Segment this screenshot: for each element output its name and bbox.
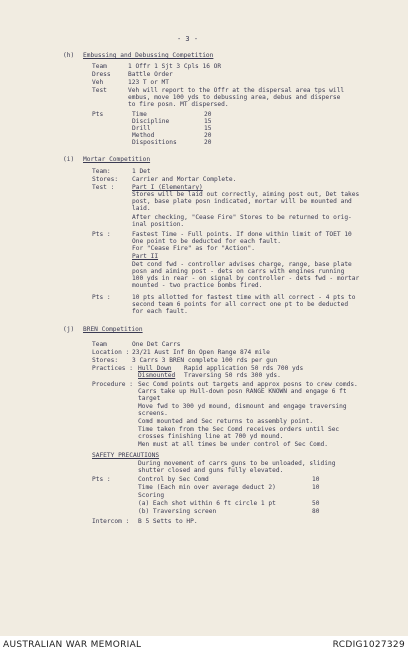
pts2-line: second team 6 points for all correct one pt to be deducted: [132, 301, 349, 308]
part2-line: posn and aiming post - dets on carrs with engines running: [132, 268, 345, 275]
pts-item-value: 10: [312, 476, 320, 483]
points-value: 20: [204, 139, 212, 146]
points-name: Discipline: [132, 118, 170, 125]
part1-line: post, base plate posn indicated, mortar will be mounted and: [132, 198, 352, 205]
section-h-veh-value: 123 T or MT: [128, 79, 169, 86]
footer-catalogue-number: RCDIG1027329: [332, 640, 405, 650]
pts-item-text: Time (Each min over average deduct 2): [138, 484, 276, 491]
pts-item-text: Scoring: [138, 492, 165, 499]
points-value: 15: [204, 118, 212, 125]
section-i-team-label: Team:: [92, 168, 111, 175]
section-j-stores-label: Stores:: [92, 357, 119, 364]
points-name: Method: [132, 132, 155, 139]
section-i-pts2-label: Pts :: [92, 294, 111, 301]
section-j-procedure-label: Procedure :: [92, 381, 133, 388]
pts-item-value: 80: [312, 508, 320, 515]
part1-line: laid.: [132, 205, 151, 212]
section-j-practices-label: Practices :: [92, 365, 133, 372]
section-h-team-value: 1 Offr 1 Sjt 3 Cpls 16 OR: [128, 63, 222, 70]
section-h-marker: (h): [63, 52, 75, 59]
procedure-line: Carrs take up Hull-down posn RANGE KNOWN and engage 6 ft: [138, 388, 347, 395]
pts-item-text: (a) Each shot within 6 ft circle 1 pt: [138, 500, 276, 507]
section-j-team-value: One Det Carrs: [132, 341, 181, 348]
part2-line: Det cond fwd - controller advises charge, range, base plate: [132, 261, 352, 268]
pts1-line: One point to be deducted for each fault.: [132, 238, 282, 245]
section-h-test-label: Test: [92, 87, 107, 94]
section-i-pts1-label: Pts :: [92, 231, 111, 238]
part1-line: Stores will be laid out correctly, aiming post out, Det takes: [132, 191, 360, 198]
practice-mode: Dismounted: [138, 372, 176, 379]
section-j-stores-value: 3 Carrs 3 BREN complete 100 rds per gun: [132, 357, 278, 364]
pts-item-value: 50: [312, 500, 320, 507]
section-j-location-value: 23/21 Aust Inf Bn Open Range 874 mile: [132, 349, 270, 356]
section-h-team-label: Team: [92, 63, 107, 70]
procedure-line: screens.: [138, 410, 168, 417]
pts2-line: for each fault.: [132, 308, 188, 315]
part2-line: mounted - two practice bombs fired.: [132, 282, 263, 289]
part1-line: After checking, "Cease Fire" Stores to be returned to orig-: [132, 214, 352, 221]
points-value: 20: [204, 132, 212, 139]
page-number: - 3 -: [177, 35, 199, 43]
section-j-location-label: Location :: [92, 349, 130, 356]
points-value: 20: [204, 111, 212, 118]
pts-item-value: 10: [312, 484, 320, 491]
practice-detail: Rapid application 50 rds 700 yds: [184, 365, 304, 372]
section-h-dress-label: Dress: [92, 71, 111, 78]
points-value: 15: [204, 125, 212, 132]
footer-source: AUSTRALIAN WAR MEMORIAL: [3, 640, 142, 650]
procedure-line: target: [138, 395, 161, 402]
section-h-dress-value: Battle Order: [128, 71, 173, 78]
section-h-test-line: Veh will report to the Offr at the dispersal area tps will: [128, 87, 345, 94]
part2-title: Part II: [132, 253, 159, 260]
procedure-line: Sec Comd points out targets and approx posns to crew comds.: [138, 381, 358, 388]
safety-line: shutter closed and guns fully elevated.: [138, 467, 284, 474]
archive-footer: [0, 636, 408, 653]
points-name: Drill: [132, 125, 151, 132]
points-name: Time: [132, 111, 147, 118]
section-h-pts-label: Pts: [92, 111, 104, 118]
section-h-heading: Embussing and Debussing Competition: [83, 52, 214, 59]
section-i-team-value: 1 Det: [132, 168, 151, 175]
safety-heading: SAFETY PRECAUTIONS: [92, 452, 160, 459]
section-i-stores-value: Carrier and Mortar Complete.: [132, 176, 237, 183]
section-j-marker: (j): [63, 326, 75, 333]
pts1-line: Fastest Time - Full points. If done within limit of TOET 10: [132, 231, 352, 238]
part1-title: Part I (Elementary): [132, 184, 203, 191]
section-i-test-label: Test :: [92, 184, 115, 191]
procedure-line: Move fwd to 300 yd mound, dismount and engage traversing: [138, 403, 347, 410]
pts1-line: For "Cease Fire" as for "Action".: [132, 245, 255, 252]
procedure-line: Time taken from the Sec Comd receives orders until Sec: [138, 426, 340, 433]
section-h-test-line: to fire posn. MT dispersed.: [128, 101, 229, 108]
part1-line: inal position.: [132, 221, 185, 228]
practice-detail: Traversing 50 rds 300 yds.: [184, 372, 281, 379]
section-h-veh-label: Veh: [92, 79, 104, 86]
section-i-marker: (i): [63, 156, 75, 163]
part2-line: 100 yds in rear - on signal by controller - dets fwd - mortar: [132, 275, 360, 282]
pts2-line: 10 pts allotted for fastest time with all correct - 4 pts to: [132, 294, 356, 301]
pts-item-text: Control by Sec Comd: [138, 476, 209, 483]
section-j-team-label: Team: [92, 341, 107, 348]
procedure-line: Men must at all times be under control of Sec Comd.: [138, 441, 328, 448]
section-j-intercom-value: B 5 Setts to HP.: [138, 518, 198, 525]
section-j-intercom-label: Intercom :: [92, 518, 130, 525]
section-h-test-line: embus, move 100 yds to debussing area, debus and disperse: [128, 94, 341, 101]
pts-item-text: (b) Traversing screen: [138, 508, 217, 515]
section-i-stores-label: Stores:: [92, 176, 119, 183]
section-i-heading: Mortar Competition: [83, 156, 151, 163]
safety-line: During movement of carrs guns to be unloaded, sliding: [138, 460, 336, 467]
procedure-line: crosses finishing line at 700 yd mound.: [138, 433, 284, 440]
practice-mode: Hull Down: [138, 365, 172, 372]
procedure-line: Comd mounted and Sec returns to assembly point.: [138, 418, 314, 425]
points-name: Dispositions: [132, 139, 177, 146]
section-j-pts-label: Pts :: [92, 476, 111, 483]
section-j-heading: BREN Competition: [83, 326, 143, 333]
